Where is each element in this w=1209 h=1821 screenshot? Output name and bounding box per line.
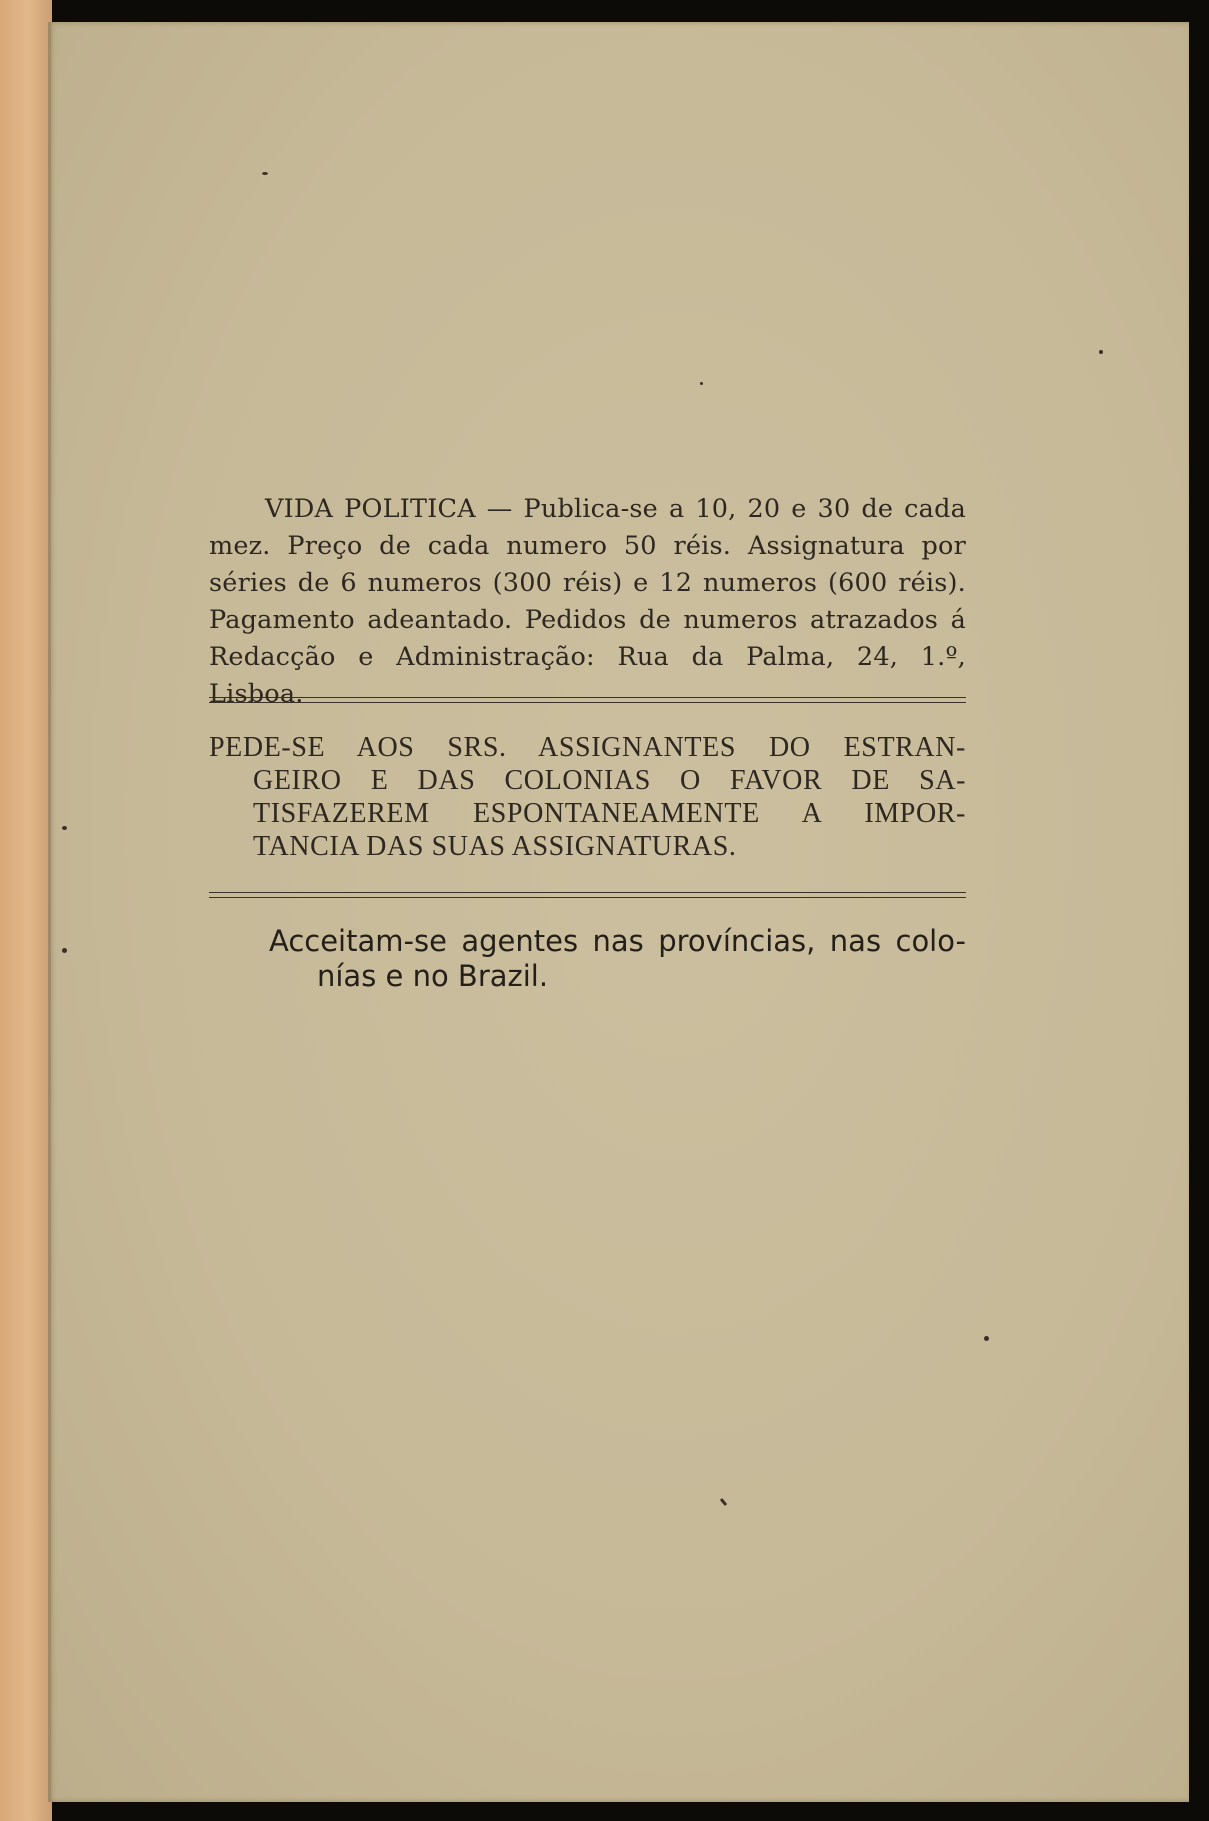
page-edge	[48, 22, 51, 1802]
ink-speck	[62, 948, 67, 953]
assignantes-notice-line: TISFAZEREM ESPONTANEAMENTE A IMPOR-	[253, 798, 966, 829]
book-spine	[0, 0, 52, 1821]
double-rule-divider	[209, 697, 966, 703]
vida-politica-notice: VIDA POLITICA — Publica-se a 10, 20 e 30 de cada mez. Preço de cada numero 50 réis. Assignatura por séries de 6 numeros (300 réis) e 12 numeros (600 réis). Pagamento adeantado. Pedidos de numeros atrazados á Redacção e Administração: Rua da Palma, 24, 1.º, Lisboa.	[209, 494, 966, 709]
assignantes-notice-line: PEDE-SE AOS SRS. ASSIGNANTES DO ESTRAN-	[209, 732, 966, 763]
ink-speck	[62, 826, 67, 830]
ink-speck	[700, 382, 703, 385]
agentes-notice-line: Acceitam-se agentes nas províncias, nas colo-	[269, 924, 966, 958]
ink-speck	[1099, 350, 1103, 354]
agentes-notice-line: nías e no Brazil.	[317, 959, 549, 993]
double-rule-divider	[209, 892, 966, 898]
assignantes-notice-line: TANCIA DAS SUAS ASSIGNATURAS.	[253, 831, 737, 862]
assignantes-notice-line: GEIRO E DAS COLONIAS O FAVOR DE SA-	[253, 765, 966, 796]
ink-speck	[984, 1336, 989, 1341]
paper-page	[48, 22, 1189, 1802]
assignantes-notice	[209, 731, 966, 863]
ink-speck	[262, 172, 268, 175]
agentes-notice	[209, 924, 966, 994]
